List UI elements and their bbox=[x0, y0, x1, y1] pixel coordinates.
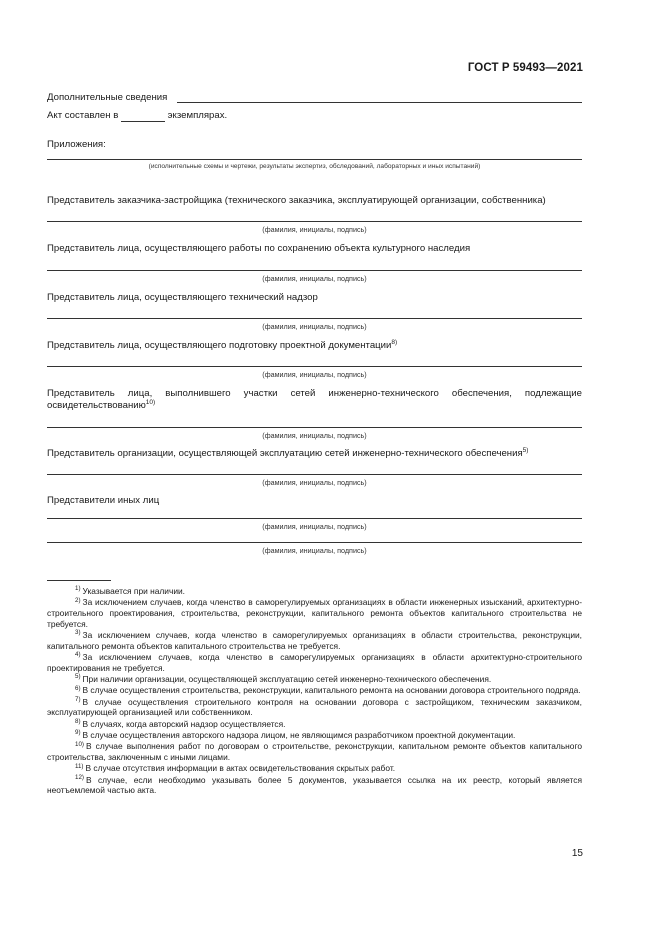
attachments-field[interactable] bbox=[47, 159, 582, 160]
act-copies-prefix: Акт составлен в bbox=[47, 110, 119, 121]
document-id-header: ГОСТ Р 59493—2021 bbox=[467, 62, 583, 74]
footnote-ref: 8) bbox=[391, 338, 398, 346]
footnote-item: $^{6)}$ В случае осуществления строительства, реконструкции, капитального ремонта на основании договора строительного подряда. bbox=[75, 684, 581, 696]
representative-label: Представитель лица, осуществляющего работы по сохранению объекта культурного наследия bbox=[47, 243, 471, 254]
footnote-item: $^{9)}$ В случае осуществления авторского надзора лицом, не являющимся разработчиком проектной документации. bbox=[75, 729, 516, 741]
signature-caption: (фамилия, инициалы, подпись) bbox=[262, 225, 367, 234]
footnote-ref: 10) bbox=[145, 398, 156, 406]
footnotes-block bbox=[47, 586, 582, 797]
additional-info-label: Дополнительные сведения bbox=[47, 92, 168, 103]
page-number: 15 bbox=[571, 848, 583, 859]
footnote-item: $^{8)}$ В случаях, когда авторский надзор осуществляется. bbox=[75, 717, 286, 729]
representative-label-text: Представитель организации, осуществляющей эксплуатацию сетей инженерно-технического обеспечения bbox=[47, 448, 523, 459]
act-copies-count-field[interactable] bbox=[121, 110, 165, 122]
signature-field[interactable] bbox=[47, 518, 582, 519]
footnote-item: $^{3)}$ За исключением случаев, когда членство в саморегулируемых организациях в области строительства, реконструкции, капитального ремонта объектов капитального строительства не требуется. bbox=[47, 629, 582, 651]
signature-field[interactable] bbox=[47, 474, 582, 475]
attachments-caption: (исполнительные схемы и чертежи, результаты экспертиз, обследований, лабораторных и иных испытаний) bbox=[148, 163, 481, 170]
representative-label: Представители иных лиц bbox=[47, 495, 160, 506]
representative-label bbox=[47, 448, 528, 459]
signature-caption: (фамилия, инициалы, подпись) bbox=[262, 370, 367, 379]
act-copies-line bbox=[47, 110, 227, 122]
footnote-item: $^{12)}$ В случае, если необходимо указывать более 5 документов, указывается ссылка на их реестр, который является неотъемлемой частью акта. bbox=[47, 774, 582, 796]
footnote-item: $^{2)}$ За исключением случаев, когда членство в саморегулируемых организациях в области инженерных изысканий, архитектурно-строительного проектирования, строительства, реконструкции, капитального ремонта объектов капитального строительства не требуется. bbox=[47, 596, 582, 629]
signature-field[interactable] bbox=[47, 427, 582, 428]
footnote-item: $^{10)}$ В случае выполнения работ по договорам о строительстве, реконструкции, капитальном ремонте объектов капитального строительства, заключенным с иными лицами. bbox=[47, 740, 582, 763]
footnote-item: $^{4)}$ За исключением случаев, когда членство в саморегулируемых организациях в области архитектурно-строительного проектирования не требуется. bbox=[47, 651, 582, 673]
signature-field[interactable] bbox=[47, 270, 582, 271]
attachments-label: Приложения: bbox=[47, 139, 106, 150]
additional-info-field[interactable] bbox=[177, 102, 582, 103]
signature-caption: (фамилия, инициалы, подпись) bbox=[262, 478, 367, 487]
signature-caption: (фамилия, инициалы, подпись) bbox=[262, 431, 367, 440]
footnote-separator bbox=[47, 580, 111, 581]
signature-field[interactable] bbox=[47, 542, 582, 543]
footnote-item: $^{5)}$ При наличии организации, осуществляющей эксплуатацию сетей инженерно-технического обеспечения. bbox=[75, 673, 492, 684]
footnote-item: $^{1)}$ Указывается при наличии. bbox=[75, 585, 186, 596]
signature-field[interactable] bbox=[47, 366, 582, 367]
signature-caption: (фамилия, инициалы, подпись) bbox=[262, 546, 367, 555]
act-copies-suffix: экземплярах. bbox=[167, 110, 228, 121]
representative-label bbox=[47, 340, 397, 351]
representative-label: Представитель заказчика-застройщика (технического заказчика, эксплуатирующей организации, собственника) bbox=[47, 195, 546, 206]
signature-field[interactable] bbox=[47, 221, 582, 222]
signature-caption: (фамилия, инициалы, подпись) bbox=[262, 522, 367, 531]
footnote-item: $^{7)}$ В случае осуществления строительного контроля на основании договора с застройщиком, техническим заказчиком, эксплуатирующей организацией или собственником. bbox=[47, 695, 582, 718]
signature-caption: (фамилия, инициалы, подпись) bbox=[262, 322, 367, 331]
signature-caption: (фамилия, инициалы, подпись) bbox=[262, 274, 367, 283]
representative-label-text: Представитель лица, выполнившего участки сетей инженерно-технического обеспечения, подлежащие освидетельствованию bbox=[47, 388, 582, 411]
footnote-ref: 5) bbox=[522, 446, 529, 454]
footnote-item: $^{11)}$ В случае отсутствия информации в актах освидетельствования скрытых работ. bbox=[75, 762, 396, 774]
representative-label bbox=[47, 388, 582, 412]
representative-label-text: Представитель лица, осуществляющего подготовку проектной документации bbox=[47, 340, 392, 351]
representative-label: Представитель лица, осуществляющего технический надзор bbox=[47, 292, 318, 303]
signature-field[interactable] bbox=[47, 318, 582, 319]
